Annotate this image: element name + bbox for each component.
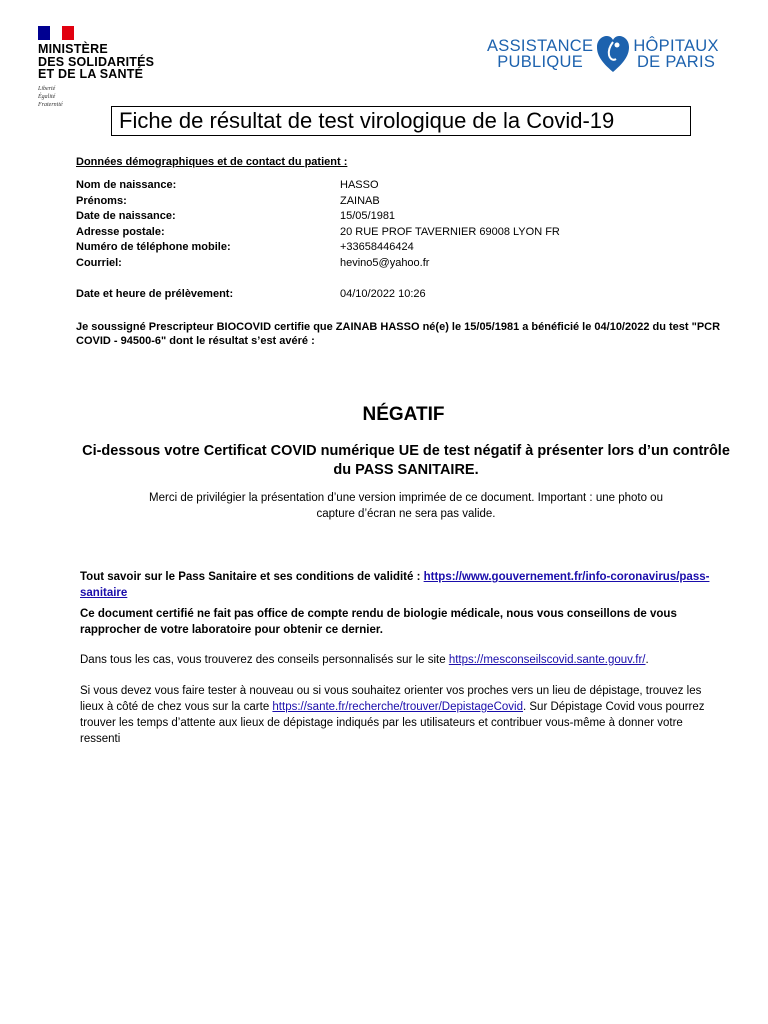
heart-emblem-icon — [596, 34, 630, 74]
print-version-note: Merci de privilégier la présentation d’une version imprimée de ce document. Important : une photo ou capture d’écran ne sera pas valide. — [149, 492, 663, 520]
ministry-logo — [38, 26, 154, 109]
test-result: NÉGATIF — [362, 404, 445, 425]
advice-paragraph: Dans tous les cas, vous trouverez des conseils personnalisés sur le site https://mesconseilscovid.sante.gouv.fr/. — [80, 654, 649, 666]
certification-statement: Je soussigné Prescripteur BIOCOVID certifie que ZAINAB HASSO né(e) le 15/05/1981 a bénéficié le 04/10/2022 du test "PCR COVID - 94500-6" dont le résultat s’est avéré : — [76, 321, 721, 347]
disclaimer-paragraph: Ce document certifié ne fait pas office de compte rendu de biologie médicale, nous vous conseillons de vous rapprocher de votre laboratoire pour obtenir ce dernier. — [80, 608, 677, 636]
depistage-covid-link[interactable]: https://sante.fr/recherche/trouver/DepistageCovid — [272, 701, 523, 713]
mesconseilscovid-link[interactable]: https://mesconseilscovid.sante.gouv.fr/ — [448, 654, 646, 666]
ministry-name: MINISTÈRE DES SOLIDARITÉS ET DE LA SANTÉ — [38, 42, 155, 81]
pass-sanitaire-link[interactable]: https://www.gouvernement.fr/info-coronavirus/pass-sanitaire — [80, 571, 710, 599]
section-title: Données démographiques et de contact du patient : — [76, 156, 348, 168]
pass-info-paragraph: Tout savoir sur le Pass Sanitaire et ses conditions de validité : https://www.gouvernement.fr/info-coronavirus/pass-sanitaire — [80, 571, 710, 599]
eu-certificate-note: Ci-dessous votre Certificat COVID numérique UE de test négatif à présenter lors d’un contrôle du PASS SANITAIRE. — [82, 443, 730, 478]
document-title: Fiche de résultat de test virologique de la Covid-19 — [111, 106, 691, 136]
aphp-logo: ASSISTANCE PUBLIQUE HÔPITAUX DE PARIS — [487, 34, 719, 74]
french-flag-icon — [38, 26, 74, 40]
retest-paragraph: Si vous devez vous faire tester à nouveau ou si vous souhaitez orienter vos proches vers un lieu de dépistage, trouvez les lieux à côté de chez vous sur la carte https://sante.fr/recherche/trouver/DepistageCovid. Sur Dépistage Covid vous pourrez trouver les temps d’attente aux lieux de dépistage indiqués par les utilisateurs et contribuer vous-même à donner votre ressenti — [80, 685, 705, 745]
republic-motto: Liberté Égalité Fraternité — [38, 85, 63, 108]
